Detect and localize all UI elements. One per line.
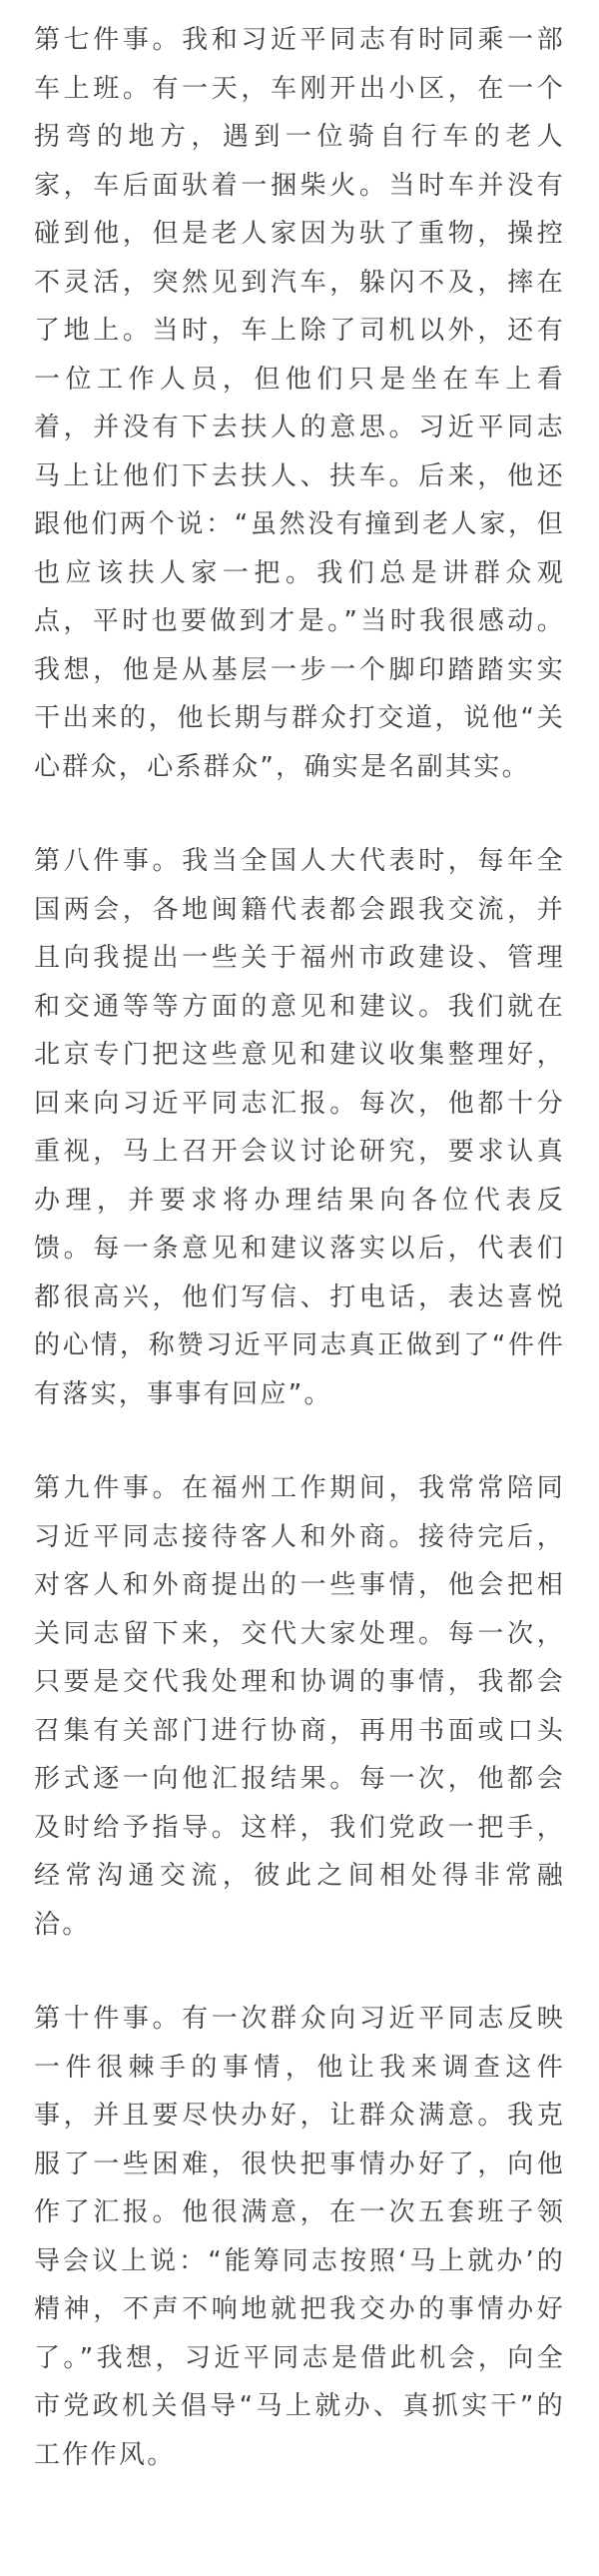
paragraph-ninth-matter: 第九件事。在福州工作期间，我常常陪同习近平同志接待客人和外商。接待完后，对客人和外商提出的一些事情，他会把相关同志留下来，交代大家处理。每一次，只要是交代我处理和协调的事情，我都会召集有关部门进行协商，再用书面或口头形式逐一向他汇报结果。每一次，他都会及时给予指导。这样，我们党政一把手，经常沟通交流，彼此之间相处得非常融洽。	[34, 1473, 565, 1940]
paragraph-tenth-matter: 第十件事。有一次群众向习近平同志反映一件很棘手的事情，他让我来调查这件事，并且要尽快办好，让群众满意。我克服了一些困难，很快把事情办好了，向他作了汇报。他很满意，在一次五套班子领导会议上说：“能筹同志按照‘马上就办’的精神，不声不响地就把我交办的事情办好了。”我想，习近平同志是借此机会，向全市党政机关倡导“马上就办、真抓实干”的工作作风。	[34, 2004, 565, 2470]
paragraph-eighth-matter: 第八件事。我当全国人大代表时，每年全国两会，各地闽籍代表都会跟我交流，并且向我提出一些关于福州市政建设、管理和交通等等方面的意见和建议。我们就在北京专门把这些意见和建议收集整理好，回来向习近平同志汇报。每次，他都十分重视，马上召开会议讨论研究，要求认真办理，并要求将办理结果向各位代表反馈。每一条意见和建议落实以后，代表们都很高兴，他们写信、打电话，表达喜悦的心情，称赞习近平同志真正做到了“件件有落实，事事有回应”。	[34, 846, 565, 1409]
paragraph-seventh-matter: 第七件事。我和习近平同志有时同乘一部车上班。有一天，车刚开出小区，在一个拐弯的地方，遇到一位骑自行车的老人家，车后面驮着一捆柴火。当时车并没有碰到他，但是老人家因为驮了重物，操控不灵活，突然见到汽车，躲闪不及，摔在了地上。当时，车上除了司机以外，还有一位工作人员，但他们只是坐在车上看着，并没有下去扶人的意思。习近平同志马上让他们下去扶人、扶车。后来，他还跟他们两个说：“虽然没有撞到老人家，但也应该扶人家一把。我们总是讲群众观点，平时也要做到才是。”当时我很感动。我想，他是从基层一步一个脚印踏踏实实干出来的，他长期与群众打交道，说他“关心群众，心系群众”，确实是名副其实。	[34, 25, 565, 782]
